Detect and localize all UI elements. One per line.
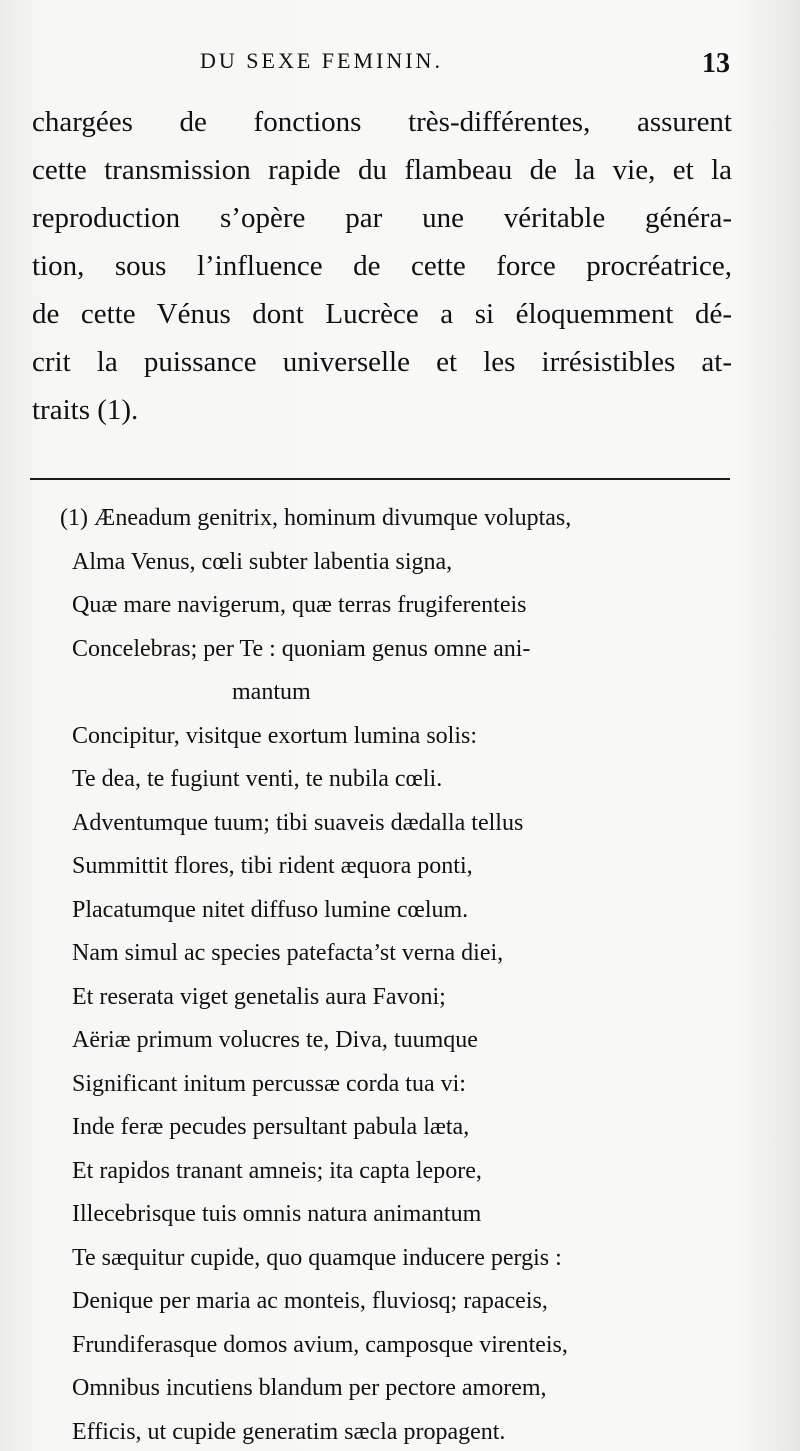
footnote-verse (60, 497, 750, 1451)
footnote-line: Alma Venus, cœli subter labentia signa, (72, 548, 453, 575)
footnote-line: Denique per maria ac monteis, fluviosq; rapaceis, (72, 1288, 548, 1314)
body-line: crit la puissance universelle et les irrésistibles at- (32, 346, 732, 378)
footnote-line: Quæ mare navigerum, quæ terras frugiferenteis (72, 592, 527, 618)
footnote-line: Illecebrisque tuis omnis natura animantum (72, 1201, 482, 1227)
footnote-line: Et rapidos tranant amneis; ita capta lepore, (72, 1157, 482, 1184)
page-number: 13 (702, 48, 730, 79)
running-head: DU SEXE FEMININ. (200, 48, 443, 73)
footnote-line: Concelebras; per Te : quoniam genus omne ani- (72, 635, 531, 662)
body-line: traits (1). (32, 394, 139, 426)
footnote-line: Adventumque tuum; tibi suaveis dædalla tellus (72, 809, 524, 836)
footnote-line: Te dea, te fugiunt venti, te nubila cœli. (72, 766, 443, 792)
footnote-divider (30, 478, 730, 480)
footnote-line: Aëriæ primum volucres te, Diva, tuumque (72, 1027, 478, 1053)
body-line: cette transmission rapide du flambeau de la vie, et la (32, 154, 732, 186)
footnote-line: Et reserata viget genetalis aura Favoni; (72, 983, 446, 1010)
footnote-line: Omnibus incutiens blandum per pectore amorem, (72, 1375, 547, 1401)
footnote-line: Placatumque nitet diffuso lumine cœlum. (72, 896, 469, 923)
body-line: tion, sous l’influence de cette force procréatrice, (32, 250, 732, 282)
footnote-line: Summittit flores, tibi rident æquora ponti, (72, 853, 473, 879)
footnote-line: Efficis, ut cupide generatim sæcla propagent. (72, 1418, 506, 1445)
footnote-line: Significant initum percussæ corda tua vi: (72, 1070, 466, 1097)
footnote-line: Frundiferasque domos avium, camposque virenteis, (72, 1331, 568, 1358)
footnote-line: Nam simul ac species patefacta’st verna diei, (72, 940, 504, 966)
body-line: chargées de fonctions très-différentes, assurent (32, 106, 732, 138)
footnote-line: Inde feræ pecudes persultant pabula læta, (72, 1114, 470, 1140)
footnote-line: mantum (232, 679, 311, 705)
body-line: de cette Vénus dont Lucrèce a si éloquemment dé- (32, 298, 732, 330)
page-header (60, 48, 740, 82)
footnote-line: Te sæquitur cupide, quo quamque inducere pergis : (72, 1244, 562, 1271)
main-paragraph (32, 98, 732, 434)
body-line: reproduction s’opère par une véritable généra- (32, 202, 732, 234)
footnote-line: Concipitur, visitque exortum lumina solis: (72, 722, 478, 749)
footnote-line: (1) Æneadum genitrix, hominum divumque voluptas, (60, 505, 572, 531)
